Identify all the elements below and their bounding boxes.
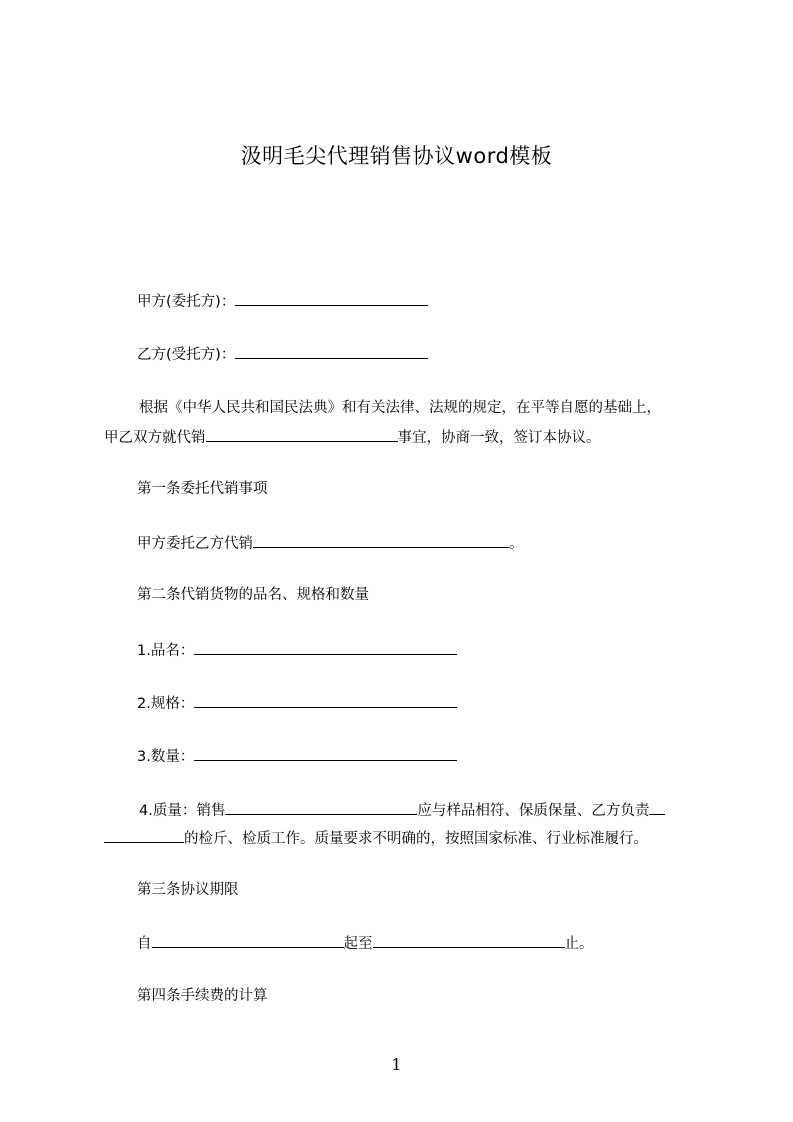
product-name-blank[interactable] xyxy=(194,639,457,655)
document-title: 汲明毛尖代理销售协议word模板 xyxy=(240,144,553,168)
article-1-text xyxy=(137,532,524,554)
article-3-heading: 第三条协议期限 xyxy=(137,882,239,898)
article-1-heading: 第一条委托代销事项 xyxy=(137,481,268,497)
consign-goods-blank[interactable] xyxy=(253,532,509,548)
article-3-post: 止。 xyxy=(564,936,594,952)
item-1-label: 1.品名： xyxy=(137,643,195,659)
item-4-pre: 4.质量：销售 xyxy=(139,803,226,819)
page-number: 1 xyxy=(391,1055,402,1074)
party-b-line xyxy=(137,343,428,365)
product-blank[interactable] xyxy=(206,426,398,442)
item-4-mid: 应与样品相符、保质保量、乙方负责 xyxy=(417,803,650,819)
item-2-label: 2.规格： xyxy=(137,696,195,712)
party-b-blank[interactable] xyxy=(235,343,428,359)
intro-line-2-pre: 甲乙双方就代销 xyxy=(104,430,206,446)
intro-line-1: 根据《中华人民共和国民法典》和有关法律、法规的规定，在平等自愿的基础上， xyxy=(139,400,661,416)
specification-blank[interactable] xyxy=(194,692,457,708)
party-a-label: 甲方(委托方)： xyxy=(137,294,236,310)
item-3-label: 3.数量： xyxy=(137,749,195,765)
party-a-line xyxy=(137,290,428,312)
end-date-blank[interactable] xyxy=(373,932,565,948)
intro-line-2 xyxy=(104,426,601,448)
item-3-line xyxy=(137,745,457,767)
inspection-blank-start[interactable] xyxy=(649,799,665,815)
article-4-heading: 第四条手续费的计算 xyxy=(137,988,268,1004)
item-2-line xyxy=(137,692,457,714)
inspection-blank-end[interactable] xyxy=(104,827,184,843)
party-b-label: 乙方(受托方)： xyxy=(137,347,236,363)
item-4-line-2-post: 的检斤、检质工作。质量要求不明确的，按照国家标准、行业标准履行。 xyxy=(184,831,648,847)
party-a-blank[interactable] xyxy=(235,290,428,306)
article-3-mid: 起至 xyxy=(343,936,373,952)
item-4-line-2 xyxy=(104,827,648,849)
start-date-blank[interactable] xyxy=(152,932,344,948)
item-1-line xyxy=(137,639,457,661)
article-2-heading: 第二条代销货物的品名、规格和数量 xyxy=(137,587,369,603)
item-4-line-1 xyxy=(139,799,665,821)
article-3-text xyxy=(137,932,594,954)
quality-goods-blank[interactable] xyxy=(225,799,417,815)
quantity-blank[interactable] xyxy=(194,745,457,761)
article-3-pre: 自 xyxy=(137,936,152,952)
article-1-text-post: 。 xyxy=(509,536,524,552)
intro-line-2-post: 事宜，协商一致，签订本协议。 xyxy=(397,430,601,446)
article-1-text-pre: 甲方委托乙方代销 xyxy=(137,536,253,552)
